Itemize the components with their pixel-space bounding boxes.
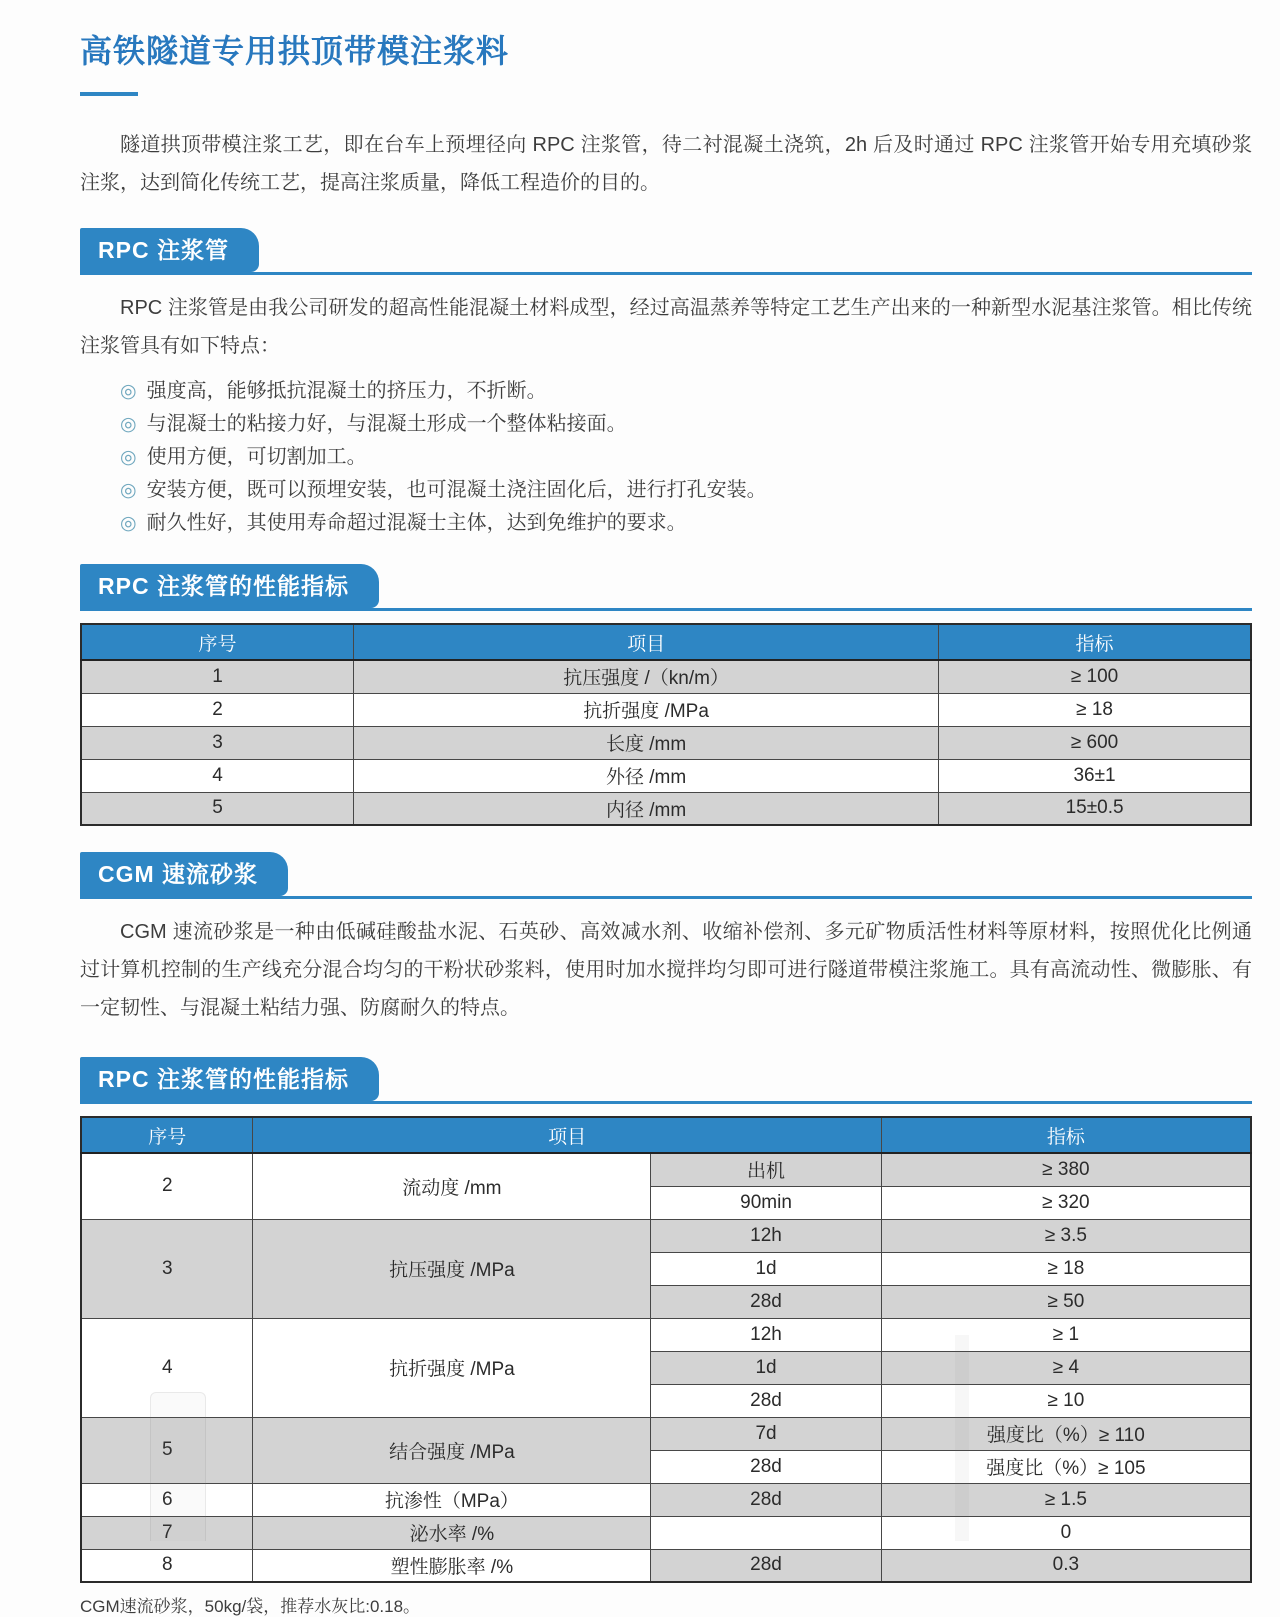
rpc-feature-list	[120, 375, 1252, 540]
table-row	[81, 693, 1251, 726]
cell-value: ≥ 3.5	[881, 1219, 1251, 1252]
section-banner-cgm-specs-label: RPC 注浆管的性能指标	[80, 1057, 379, 1101]
scan-artifact-ghost	[150, 1392, 206, 1541]
list-item	[120, 408, 1252, 441]
section-banner-rpc-specs	[80, 564, 1252, 611]
bullet-ring-icon: ◎	[120, 414, 137, 435]
cell-item: 内径 /mm	[354, 792, 939, 825]
table-row	[81, 1318, 1251, 1351]
table-row	[81, 1516, 1251, 1549]
table-row	[81, 1219, 1251, 1252]
cell-item: 抗折强度 /MPa	[354, 693, 939, 726]
cell-value: 0.3	[881, 1549, 1251, 1582]
section-banner-rpc-specs-label: RPC 注浆管的性能指标	[80, 564, 379, 608]
cell-condition: 出机	[651, 1153, 881, 1186]
list-item	[120, 441, 1252, 474]
cell-condition: 28d	[651, 1450, 881, 1483]
cell-condition	[651, 1516, 881, 1549]
column-header-no: 序号	[81, 1117, 253, 1153]
cell-no: 2	[81, 1153, 253, 1219]
table-header-row	[81, 624, 1251, 660]
cell-item: 长度 /mm	[354, 726, 939, 759]
cell-value: 强度比（%）≥ 105	[881, 1450, 1251, 1483]
cell-item: 抗压强度 /MPa	[253, 1219, 651, 1318]
table-row	[81, 759, 1251, 792]
footer-note: CGM速流砂浆，50kg/袋，推荐水灰比:0.18。	[80, 1597, 421, 1616]
cgm-description: CGM 速流砂浆是一种由低碱硅酸盐水泥、石英砂、高效减水剂、收缩补偿剂、多元矿物质活性材料等原材料，按照优化比例通过计算机控制的生产线充分混合均匀的干粉状砂浆料，使用时加水搅拌均匀即可进行隧道带模注浆施工。具有高流动性、微膨胀、有一定韧性、与混凝土粘结力强、防腐耐久的特点。	[80, 921, 1252, 1019]
cell-no: 8	[81, 1549, 253, 1582]
bullet-ring-icon: ◎	[120, 447, 137, 468]
cell-no: 3	[81, 1219, 253, 1318]
cell-value: ≥ 380	[881, 1153, 1251, 1186]
table-row	[81, 1549, 1251, 1582]
cell-condition: 7d	[651, 1417, 881, 1450]
table-header-row	[81, 1117, 1251, 1153]
bullet-ring-icon: ◎	[120, 513, 137, 534]
cell-no: 4	[81, 1318, 253, 1417]
cell-value: ≥ 10	[881, 1384, 1251, 1417]
table-row	[81, 1483, 1251, 1516]
cell-no: 7	[81, 1516, 253, 1549]
cell-value: ≥ 4	[881, 1351, 1251, 1384]
rpc-description: RPC 注浆管是由我公司研发的超高性能混凝土材料成型，经过高温蒸养等特定工艺生产出来的一种新型水泥基注浆管。相比传统注浆管具有如下特点：	[80, 297, 1252, 357]
cell-condition: 28d	[651, 1549, 881, 1582]
cell-condition: 28d	[651, 1483, 881, 1516]
feature-text: 强度高，能够抵抗混凝土的挤压力，不折断。	[146, 380, 547, 402]
cell-value: ≥ 1.5	[881, 1483, 1251, 1516]
cell-item: 塑性膨胀率 /%	[253, 1549, 651, 1582]
cell-no: 5	[81, 1417, 253, 1483]
feature-text: 耐久性好，其使用寿命超过混凝士主体，达到免维护的要求。	[146, 512, 687, 534]
bullet-ring-icon: ◎	[120, 381, 137, 402]
column-header-item: 项目	[354, 624, 939, 660]
intro-paragraph: 隧道拱顶带模注浆工艺，即在台车上预埋径向 RPC 注浆管，待二衬混凝土浇筑，2h 后及时通过 RPC 注浆管开始专用充填砂浆注浆，达到简化传统工艺，提高注浆质量，降低工程造价的目的。	[80, 134, 1252, 194]
cell-condition: 1d	[651, 1252, 881, 1285]
cell-condition: 1d	[651, 1351, 881, 1384]
cell-value: ≥ 50	[881, 1285, 1251, 1318]
column-header-no: 序号	[81, 624, 354, 660]
title-underline	[80, 92, 138, 96]
cell-value: ≥ 18	[939, 693, 1251, 726]
cell-condition: 90min	[651, 1186, 881, 1219]
cell-value: 36±1	[939, 759, 1251, 792]
cell-value: ≥ 18	[881, 1252, 1251, 1285]
cell-item: 泌水率 /%	[253, 1516, 651, 1549]
column-header-item: 项目	[253, 1117, 881, 1153]
cell-value: 15±0.5	[939, 792, 1251, 825]
list-item	[120, 507, 1252, 540]
section-banner-cgm-specs	[80, 1057, 1252, 1104]
cell-no: 4	[81, 759, 354, 792]
table-row	[81, 1153, 1251, 1186]
cell-value: ≥ 100	[939, 660, 1251, 693]
cell-item: 抗压强度 /（kn/m）	[354, 660, 939, 693]
table-row	[81, 1417, 1251, 1450]
cell-item: 外径 /mm	[354, 759, 939, 792]
cell-value: ≥ 1	[881, 1318, 1251, 1351]
cell-condition: 28d	[651, 1285, 881, 1318]
section-banner-cgm	[80, 852, 1252, 899]
cell-condition: 12h	[651, 1318, 881, 1351]
cell-value: ≥ 600	[939, 726, 1251, 759]
cgm-specs-table	[80, 1116, 1252, 1583]
table-row	[81, 726, 1251, 759]
cell-condition: 12h	[651, 1219, 881, 1252]
cell-no: 1	[81, 660, 354, 693]
cell-item: 抗渗性（MPa）	[253, 1483, 651, 1516]
scan-artifact-line	[955, 1335, 969, 1541]
cell-no: 3	[81, 726, 354, 759]
feature-text: 使用方便，可切割加工。	[146, 446, 367, 468]
feature-text: 与混凝士的粘接力好，与混凝土形成一个整体粘接面。	[146, 413, 627, 435]
section-banner-rpc	[80, 228, 1252, 275]
cell-condition: 28d	[651, 1384, 881, 1417]
cell-item: 抗折强度 /MPa	[253, 1318, 651, 1417]
section-banner-cgm-label: CGM 速流砂浆	[80, 852, 288, 896]
page-title: 高铁隧道专用拱顶带模注浆料	[80, 33, 510, 69]
feature-text: 安装方便，既可以预埋安装，也可混凝土浇注固化后，进行打孔安装。	[146, 479, 767, 501]
rpc-specs-table	[80, 623, 1252, 826]
list-item	[120, 474, 1252, 507]
cell-item: 结合强度 /MPa	[253, 1417, 651, 1483]
cell-value: 强度比（%）≥ 110	[881, 1417, 1251, 1450]
cell-no: 2	[81, 693, 354, 726]
list-item	[120, 375, 1252, 408]
cell-item: 流动度 /mm	[253, 1153, 651, 1219]
cell-no: 5	[81, 792, 354, 825]
table-row	[81, 792, 1251, 825]
column-header-value: 指标	[881, 1117, 1251, 1153]
section-banner-rpc-label: RPC 注浆管	[80, 228, 259, 272]
cell-no: 6	[81, 1483, 253, 1516]
cell-value: ≥ 320	[881, 1186, 1251, 1219]
column-header-value: 指标	[939, 624, 1251, 660]
table-row	[81, 660, 1251, 693]
bullet-ring-icon: ◎	[120, 480, 137, 501]
cell-value: 0	[881, 1516, 1251, 1549]
